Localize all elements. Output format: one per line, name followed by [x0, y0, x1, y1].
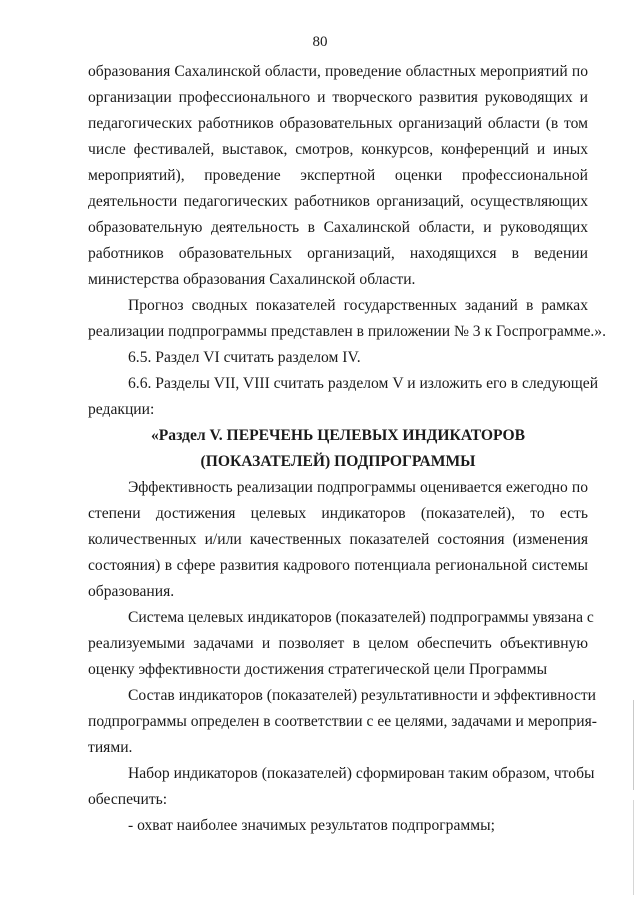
section-heading: «Раздел V. ПЕРЕЧЕНЬ ЦЕЛЕВЫХ ИНДИКАТОРОВ: [150, 427, 526, 444]
text-line: редакции:: [88, 401, 155, 418]
section-heading: (ПОКАЗАТЕЛЕЙ) ПОДПРОГРАММЫ: [200, 453, 476, 470]
text-line: Набор индикаторов (показателей) сформирован таким образом, чтобы: [128, 765, 595, 782]
text-line: состояния) в сфере развития кадрового потенциала региональной системы: [88, 557, 588, 574]
scan-edge-artifact: [633, 700, 634, 790]
scan-edge-artifact: [633, 800, 634, 895]
text-line: Система целевых индикаторов (показателей) подпрограммы увязана с: [128, 609, 594, 626]
text-line: образования Сахалинской области, проведение областных мероприятий по: [88, 63, 588, 80]
text-line: 6.5. Раздел VI считать разделом IV.: [128, 349, 361, 366]
text-line: числе фестивалей, выставок, смотров, конкурсов, конференций и иных: [88, 141, 588, 158]
text-line: 6.6. Разделы VII, VIII считать разделом V и изложить его в следующей: [128, 375, 599, 392]
text-line: реализуемыми задачами и позволяет в целом обеспечить объективную: [88, 635, 588, 652]
text-line: Состав индикаторов (показателей) результативности и эффективности: [128, 687, 597, 704]
text-line: организации профессионального и творческого развития руководящих и: [88, 89, 588, 106]
text-line: министерства образования Сахалинской области.: [88, 271, 416, 288]
text-line: тиями.: [88, 739, 133, 756]
text-line: подпрограммы определен в соответствии с ее целями, задачами и мероприя-: [88, 713, 597, 730]
text-line: мероприятий), проведение экспертной оценки профессиональной: [88, 167, 588, 184]
text-line: обеспечить:: [88, 791, 168, 808]
text-line: образования.: [88, 583, 175, 600]
text-line: работников образовательных организаций, находящихся в ведении: [88, 245, 588, 262]
text-line: Эффективность реализации подпрограммы оценивается ежегодно по: [128, 479, 588, 496]
text-line: образовательную деятельность в Сахалинской области, и руководящих: [88, 219, 588, 236]
text-line: реализации подпрограммы представлен в приложении № 3 к Госпрограмме.».: [88, 323, 607, 340]
text-line: деятельности педагогических работников организаций, осуществляющих: [88, 193, 588, 210]
text-line: Прогноз сводных показателей государственных заданий в рамках: [128, 297, 588, 314]
text-line: оценку эффективности достижения стратегической цели Программы: [88, 661, 548, 678]
text-line: количественных и/или качественных показателей состояния (изменения: [88, 531, 588, 548]
text-line: педагогических работников образовательных организаций области (в том: [88, 115, 588, 132]
text-line: степени достижения целевых индикаторов (показателей), то есть: [88, 505, 588, 522]
text-line: - охват наиболее значимых результатов подпрограммы;: [128, 817, 495, 834]
page-number: 80: [312, 34, 328, 50]
